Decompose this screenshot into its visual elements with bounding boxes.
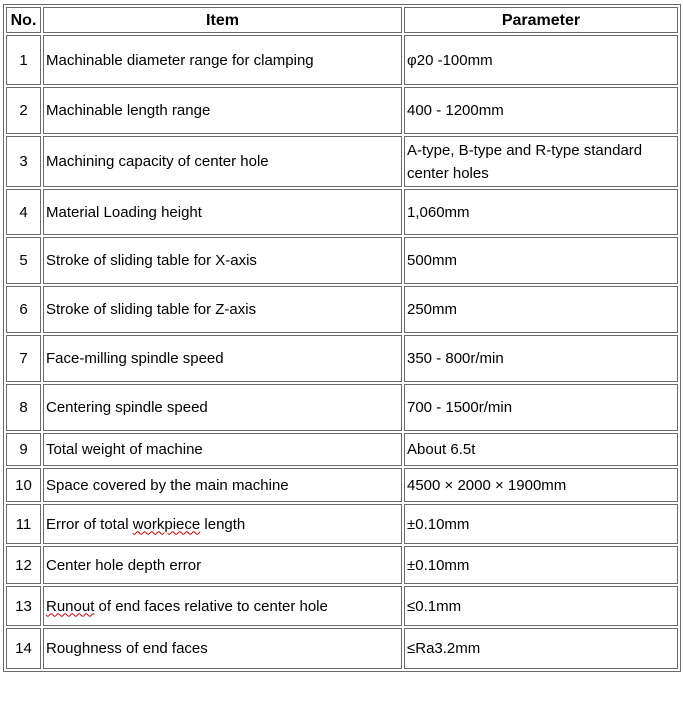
row-number: 8 <box>6 384 41 431</box>
row-item <box>43 586 402 626</box>
spellcheck-marked-word: Runout <box>46 597 95 615</box>
row-number: 13 <box>6 586 41 626</box>
row-number: 10 <box>6 468 41 502</box>
row-item: Centering spindle speed <box>43 384 402 431</box>
header-no: No. <box>6 7 41 33</box>
table-row <box>6 136 678 187</box>
table-row <box>6 468 678 502</box>
item-text: of end faces relative to center hole <box>94 597 328 615</box>
row-parameter: φ20 -100mm <box>404 35 678 85</box>
row-parameter: About 6.5t <box>404 433 678 466</box>
row-number: 2 <box>6 87 41 134</box>
row-number: 11 <box>6 504 41 544</box>
table-row <box>6 35 678 85</box>
spec-table-container <box>3 4 681 672</box>
row-number: 6 <box>6 286 41 333</box>
row-number: 14 <box>6 628 41 669</box>
row-item: Center hole depth error <box>43 546 402 584</box>
table-row <box>6 237 678 284</box>
row-parameter: ≤0.1mm <box>404 586 678 626</box>
row-number: 7 <box>6 335 41 382</box>
table-row <box>6 546 678 584</box>
row-number: 3 <box>6 136 41 187</box>
spec-table <box>3 4 681 672</box>
row-item: Machinable length range <box>43 87 402 134</box>
item-text: length <box>200 515 246 533</box>
row-item: Roughness of end faces <box>43 628 402 669</box>
row-parameter: 700 - 1500r/min <box>404 384 678 431</box>
row-parameter: 1,060mm <box>404 189 678 235</box>
row-parameter: ±0.10mm <box>404 504 678 544</box>
table-row <box>6 87 678 134</box>
row-parameter: ≤Ra3.2mm <box>404 628 678 669</box>
row-number: 12 <box>6 546 41 584</box>
row-item: Machinable diameter range for clamping <box>43 35 402 85</box>
row-number: 9 <box>6 433 41 466</box>
row-parameter: 500mm <box>404 237 678 284</box>
row-item: Stroke of sliding table for X-axis <box>43 237 402 284</box>
header-parameter: Parameter <box>404 7 678 33</box>
table-header-row <box>6 7 678 33</box>
row-number: 1 <box>6 35 41 85</box>
table-row <box>6 189 678 235</box>
row-number: 5 <box>6 237 41 284</box>
row-item: Space covered by the main machine <box>43 468 402 502</box>
table-row <box>6 384 678 431</box>
row-item: Machining capacity of center hole <box>43 136 402 187</box>
table-row <box>6 335 678 382</box>
row-item: Material Loading height <box>43 189 402 235</box>
row-parameter: 4500 × 2000 × 1900mm <box>404 468 678 502</box>
row-item: Stroke of sliding table for Z-axis <box>43 286 402 333</box>
row-parameter: 400 - 1200mm <box>404 87 678 134</box>
row-parameter: A-type, B-type and R-type standard center holes <box>404 136 678 187</box>
table-row <box>6 433 678 466</box>
spellcheck-marked-word: workpiece <box>132 515 201 533</box>
table-row <box>6 628 678 669</box>
row-parameter: 250mm <box>404 286 678 333</box>
item-text: Error of total <box>46 515 133 533</box>
row-parameter: 350 - 800r/min <box>404 335 678 382</box>
header-item: Item <box>43 7 402 33</box>
row-parameter: ±0.10mm <box>404 546 678 584</box>
row-number: 4 <box>6 189 41 235</box>
table-row <box>6 504 678 544</box>
row-item: Total weight of machine <box>43 433 402 466</box>
table-row <box>6 586 678 626</box>
row-item <box>43 504 402 544</box>
table-row <box>6 286 678 333</box>
row-item: Face-milling spindle speed <box>43 335 402 382</box>
